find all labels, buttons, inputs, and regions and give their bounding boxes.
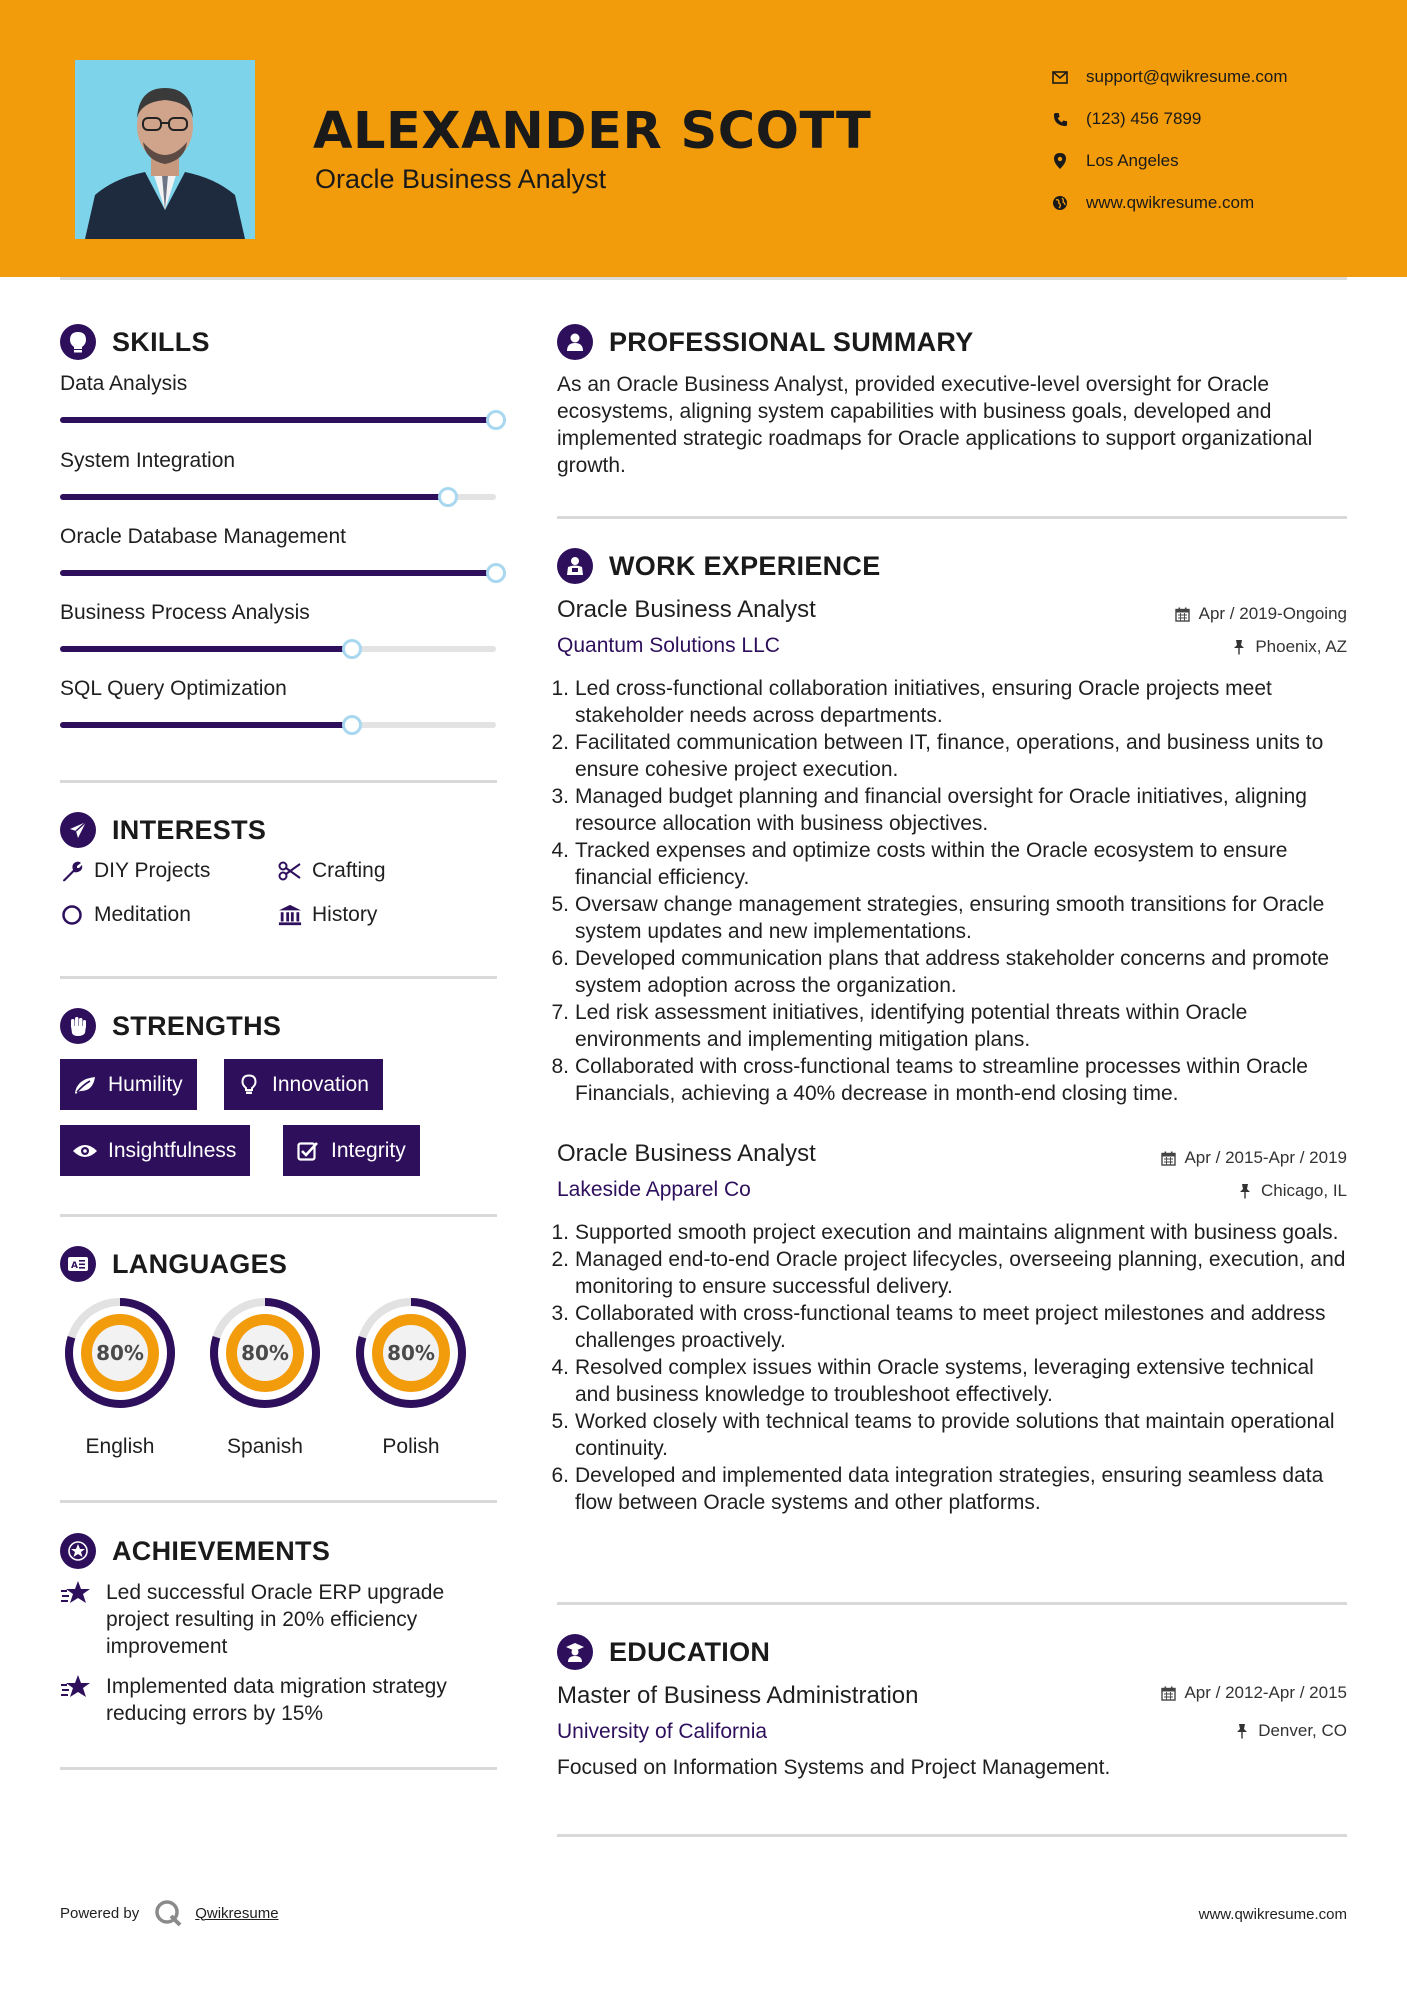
resume-header bbox=[0, 0, 1407, 277]
section-divider bbox=[60, 1214, 497, 1217]
pushpin-icon bbox=[1231, 639, 1247, 655]
list-item: 6. Developed and implemented data integration strategies, ensuring seamless data flow between Oracle systems and other platforms. bbox=[551, 1464, 1324, 1514]
section-divider bbox=[60, 976, 497, 979]
section-divider bbox=[60, 780, 497, 783]
strength-badge bbox=[60, 1125, 250, 1176]
language-percent: 80% bbox=[241, 1341, 289, 1365]
skill-label: Business Process Analysis bbox=[60, 601, 310, 624]
job-bullets bbox=[551, 1219, 1347, 1516]
language-icon bbox=[60, 1246, 96, 1282]
phone-icon bbox=[1050, 109, 1070, 129]
strength-label: Insightfulness bbox=[108, 1138, 237, 1162]
school-name: University of California bbox=[557, 1720, 768, 1743]
interest-label: Meditation bbox=[94, 903, 191, 926]
summary-heading: PROFESSIONAL SUMMARY bbox=[557, 324, 974, 360]
skill-item bbox=[60, 677, 496, 701]
list-item: 3. Managed budget planning and financial oversight for Oracle initiatives, aligning resource allocation with business objectives. bbox=[551, 785, 1307, 835]
briefcase-user-icon bbox=[557, 548, 593, 584]
skill-item bbox=[60, 449, 496, 473]
candidate-role: Oracle Business Analyst bbox=[315, 164, 607, 194]
job-location: Phoenix, AZ bbox=[1231, 637, 1347, 657]
list-item: 4. Tracked expenses and optimize costs within the Oracle ecosystem to ensure financial efficiency. bbox=[551, 839, 1288, 889]
skill-bar-fill bbox=[60, 646, 352, 652]
language-label: Spanish bbox=[227, 1435, 303, 1458]
job-bullets bbox=[551, 675, 1347, 1107]
job-dates: Apr / 2019-Ongoing bbox=[1175, 604, 1347, 624]
experience-heading: WORK EXPERIENCE bbox=[557, 548, 881, 584]
pushpin-icon bbox=[1234, 1723, 1250, 1739]
list-item: 5. Worked closely with technical teams to provide solutions that maintain operational continuity. bbox=[551, 1410, 1335, 1460]
section-divider bbox=[557, 516, 1347, 519]
list-item: 7. Led risk assessment initiatives, identifying potential threats within Oracle environments and implementing mitigation plans. bbox=[551, 1001, 1248, 1051]
skill-label: Data Analysis bbox=[60, 372, 188, 395]
scissors-icon bbox=[278, 859, 302, 883]
skill-bar bbox=[60, 570, 496, 576]
skill-item bbox=[60, 525, 496, 549]
achievement-text: Led successful Oracle ERP upgrade project resulting in 20% efficiency improvement bbox=[106, 1581, 445, 1658]
skill-item bbox=[60, 372, 496, 396]
user-icon bbox=[557, 324, 593, 360]
skill-label: SQL Query Optimization bbox=[60, 677, 287, 700]
skill-bar bbox=[60, 417, 496, 423]
leaf-icon bbox=[72, 1072, 98, 1098]
graduate-icon bbox=[557, 1634, 593, 1670]
strength-badge bbox=[283, 1125, 420, 1176]
contact-phone[interactable]: (123) 456 7899 bbox=[1050, 98, 1288, 140]
strength-badge bbox=[224, 1059, 383, 1110]
skill-bar bbox=[60, 494, 496, 500]
fist-icon bbox=[60, 1008, 96, 1044]
contact-email[interactable]: support@qwikresume.com bbox=[1050, 56, 1288, 98]
degree-title: Master of Business Administration bbox=[557, 1682, 919, 1709]
strength-label: Integrity bbox=[331, 1138, 406, 1162]
strengths-heading: STRENGTHS bbox=[60, 1008, 281, 1044]
skill-item bbox=[60, 601, 496, 625]
section-divider bbox=[557, 1602, 1347, 1605]
eye-icon bbox=[72, 1138, 98, 1164]
strength-label: Innovation bbox=[272, 1072, 369, 1096]
skill-bar-fill bbox=[60, 570, 496, 576]
interest-item bbox=[60, 903, 191, 927]
job-title: Oracle Business Analyst bbox=[557, 1140, 816, 1167]
language-percent: 80% bbox=[387, 1341, 435, 1365]
list-item: 2. Managed end-to-end Oracle project lifecycles, overseeing planning, execution, and monitoring to ensure successful delivery. bbox=[551, 1248, 1346, 1298]
footer-website[interactable]: www.qwikresume.com bbox=[1198, 1906, 1347, 1923]
job-location: Chicago, IL bbox=[1237, 1181, 1347, 1201]
calendar-icon bbox=[1175, 606, 1191, 622]
list-item: 4. Resolved complex issues within Oracle systems, leveraging extensive technical and business knowledge to troubleshoot effectively. bbox=[551, 1356, 1314, 1406]
checkbox-icon bbox=[295, 1138, 321, 1164]
strength-label: Humility bbox=[108, 1072, 183, 1096]
achievement-item bbox=[60, 1579, 500, 1660]
achievement-text: Implemented data migration strategy reducing errors by 15% bbox=[106, 1675, 447, 1725]
star-badge-icon bbox=[60, 1533, 96, 1569]
interest-item bbox=[278, 859, 386, 883]
wrench-icon bbox=[60, 859, 84, 883]
svg-text:A: A bbox=[71, 1261, 78, 1271]
skill-bar bbox=[60, 722, 496, 728]
list-item: 8. Collaborated with cross-functional teams to streamline processes within Oracle Financials, achieving a 40% decrease in month-end closing time. bbox=[551, 1055, 1308, 1105]
skills-heading: SKILLS bbox=[60, 324, 210, 360]
lightbulb-icon bbox=[236, 1072, 262, 1098]
skill-bar-fill bbox=[60, 494, 448, 500]
contact-location: Los Angeles bbox=[1050, 140, 1288, 182]
education-description: Focused on Information Systems and Project Management. bbox=[557, 1756, 1111, 1779]
circle-icon bbox=[60, 903, 84, 927]
interest-label: History bbox=[312, 903, 378, 926]
header-divider bbox=[60, 277, 1347, 280]
education-dates: Apr / 2012-Apr / 2015 bbox=[1160, 1683, 1347, 1703]
list-item: 1. Led cross-functional collaboration initiatives, ensuring Oracle projects meet stakeholder needs across departments. bbox=[551, 677, 1272, 727]
star-icon bbox=[60, 1673, 92, 1705]
interest-label: DIY Projects bbox=[94, 859, 211, 882]
list-item: 3. Collaborated with cross-functional teams to meet project milestones and address challenges proactively. bbox=[551, 1302, 1326, 1352]
summary-text: As an Oracle Business Analyst, provided executive-level oversight for Oracle ecosystems, aligning system capabilities with business goals, developed and implemented strategic roadmaps for Oracle applications to support organizational growth. bbox=[557, 373, 1313, 477]
achievements-heading: ACHIEVEMENTS bbox=[60, 1533, 330, 1569]
language-gauge bbox=[59, 1292, 181, 1414]
language-item bbox=[204, 1292, 326, 1459]
interests-heading: INTERESTS bbox=[60, 812, 266, 848]
company-name: Lakeside Apparel Co bbox=[557, 1178, 751, 1201]
interest-item bbox=[60, 859, 210, 883]
envelope-icon bbox=[1050, 67, 1070, 87]
skill-bar bbox=[60, 646, 496, 652]
footer-brand-link[interactable]: Qwikresume bbox=[195, 1904, 279, 1922]
contact-block bbox=[1050, 56, 1288, 224]
section-divider bbox=[557, 1834, 1347, 1837]
strength-badge bbox=[60, 1059, 197, 1110]
skill-label: Oracle Database Management bbox=[60, 525, 346, 548]
language-label: English bbox=[85, 1435, 155, 1458]
profile-photo bbox=[75, 60, 255, 239]
calendar-icon bbox=[1160, 1685, 1176, 1701]
achievement-item bbox=[60, 1673, 500, 1727]
contact-website[interactable]: www.qwikresume.com bbox=[1050, 182, 1288, 224]
language-item bbox=[59, 1292, 181, 1459]
languages-heading: A LANGUAGES bbox=[60, 1246, 287, 1282]
language-label: Polish bbox=[382, 1435, 440, 1458]
skill-bar-knob bbox=[438, 487, 458, 507]
list-item: 6. Developed communication plans that address stakeholder concerns and promote system adoption across the organization. bbox=[551, 947, 1330, 997]
language-percent: 80% bbox=[96, 1341, 144, 1365]
star-icon bbox=[60, 1579, 92, 1611]
skill-label: System Integration bbox=[60, 449, 236, 472]
company-name: Quantum Solutions LLC bbox=[557, 634, 780, 657]
skill-bar-fill bbox=[60, 417, 496, 423]
job-dates: Apr / 2015-Apr / 2019 bbox=[1160, 1148, 1347, 1168]
section-divider bbox=[60, 1767, 497, 1770]
list-item: 5. Oversaw change management strategies, ensuring smooth transitions for Oracle system updates and new implementations. bbox=[551, 893, 1325, 943]
paper-plane-icon bbox=[60, 812, 96, 848]
list-item: 1. Supported smooth project execution and maintains alignment with business goals. bbox=[551, 1221, 1339, 1244]
job-title: Oracle Business Analyst bbox=[557, 596, 816, 623]
interest-item bbox=[278, 903, 377, 927]
map-pin-icon bbox=[1050, 151, 1070, 171]
language-gauge bbox=[350, 1292, 472, 1414]
language-item bbox=[350, 1292, 472, 1459]
pushpin-icon bbox=[1237, 1183, 1253, 1199]
lightbulb-icon bbox=[60, 324, 96, 360]
skill-bar-fill bbox=[60, 722, 352, 728]
skill-bar-knob bbox=[342, 715, 362, 735]
education-location: Denver, CO bbox=[1234, 1721, 1347, 1741]
footer-powered-by: Powered by Qwikresume bbox=[60, 1898, 279, 1928]
candidate-name: ALEXANDER SCOTT bbox=[313, 102, 872, 161]
education-heading: EDUCATION bbox=[557, 1634, 770, 1670]
language-gauge bbox=[204, 1292, 326, 1414]
skill-bar-knob bbox=[486, 410, 506, 430]
calendar-icon bbox=[1160, 1150, 1176, 1166]
section-divider bbox=[60, 1500, 497, 1503]
globe-icon bbox=[1050, 193, 1070, 213]
museum-icon bbox=[278, 903, 302, 927]
skill-bar-knob bbox=[486, 563, 506, 583]
skill-bar-knob bbox=[342, 639, 362, 659]
list-item: 2. Facilitated communication between IT, finance, operations, and business units to ensure cohesive project execution. bbox=[551, 731, 1324, 781]
qwikresume-logo-icon bbox=[153, 1898, 183, 1928]
interest-label: Crafting bbox=[312, 859, 386, 882]
